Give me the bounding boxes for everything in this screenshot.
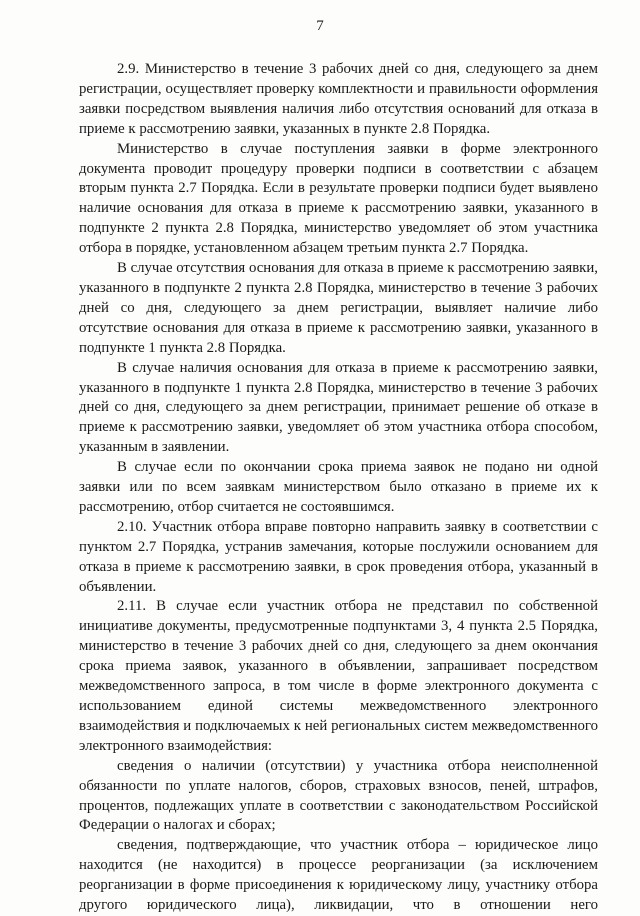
paragraph-tax-info: сведения о наличии (отсутствии) у участника отбора неисполненной обязанности по уплате налогов, сборов, страховых взносов, пеней, штрафов, процентов, подлежащих уплате в соответствии с законодательством Российской Федерации о налогах и сборах; <box>79 757 598 834</box>
paragraph-2-9: 2.9. Министерство в течение 3 рабочих дней со дня, следующего за днем регистрации, осуществляет проверку комплектности и правильности оформления заявки посредством выявления наличия либо отсутствия оснований для отказа в приеме к рассмотрению заявки, указанных в пункте 2.8 Порядка. <box>79 61 598 137</box>
paragraph-2-11: 2.11. В случае если участник отбора не представил по собственной инициативе документы, предусмотренные подпунктами 3, 4 пункта 2.5 Порядка, министерство в течение 3 рабочих дней со дня, следующего за днем окончания срока приема заявок, указанного в объявлении, запрашивает посредством межведомственного запроса, в том числе в форме электронного документа с использованием единой системы межведомственного электронного взаимодействия и подключаемых к ней региональных систем межведомственного электронного взаимодействия: <box>79 598 598 754</box>
paragraph-reorganization-info: сведения, подтверждающие, что участник отбора – юридическое лицо находится (не находится) в процессе реорганизации (за исключением реорганизации в форме присоединения к юридическому лицу, участнику отбора другого юридического лица), ликвидации, что в отношении него <box>79 837 598 914</box>
paragraph-signature-check: Министерство в случае поступления заявки в форме электронного документа проводит процедуру проверки подписи в соответствии с абзацем вторым пункта 2.7 Порядка. Если в результате проверки подписи будет выявлено наличие основания для отказа в приеме к рассмотрению заявки, указанного в подпункте 2 пункта 2.8 Порядка, министерство уведомляет об этом участника отбора в порядке, установленном абзацем третьим пункта 2.7 Порядка. <box>79 140 598 257</box>
paragraph-selection-failed: В случае если по окончании срока приема заявок не подано ни одной заявки или по всем заявкам министерством было отказано в приеме их к рассмотрению, отбор считается не состоявшимся. <box>79 459 598 515</box>
page-number: 7 <box>316 18 324 34</box>
document-body <box>79 60 598 916</box>
paragraph-grounds-present: В случае наличия основания для отказа в приеме к рассмотрению заявки, указанного в подпункте 1 пункта 2.8 Порядка, министерство в течение 3 рабочих дней со дня, следующего за днем регистрации, принимает решение об отказе в приеме к рассмотрению заявки, уведомляет об этом участника отбора способом, указанным в заявлении. <box>79 359 598 456</box>
paragraph-2-10: 2.10. Участник отбора вправе повторно направить заявку в соответствии с пунктом 2.7 Порядка, устранив замечания, которые послужили основанием для отказа в приеме к рассмотрению заявки, в срок проведения отбора, указанный в объявлении. <box>79 518 598 595</box>
paragraph-no-grounds: В случае отсутствия основания для отказа в приеме к рассмотрению заявки, указанного в подпункте 2 пункта 2.8 Порядка, министерство в течение 3 рабочих дней со дня, следующего за днем регистрации, выявляет наличие либо отсутствие основания для отказа в приеме к рассмотрению заявки, указанного в подпункте 1 пункта 2.8 Порядка. <box>79 260 598 356</box>
